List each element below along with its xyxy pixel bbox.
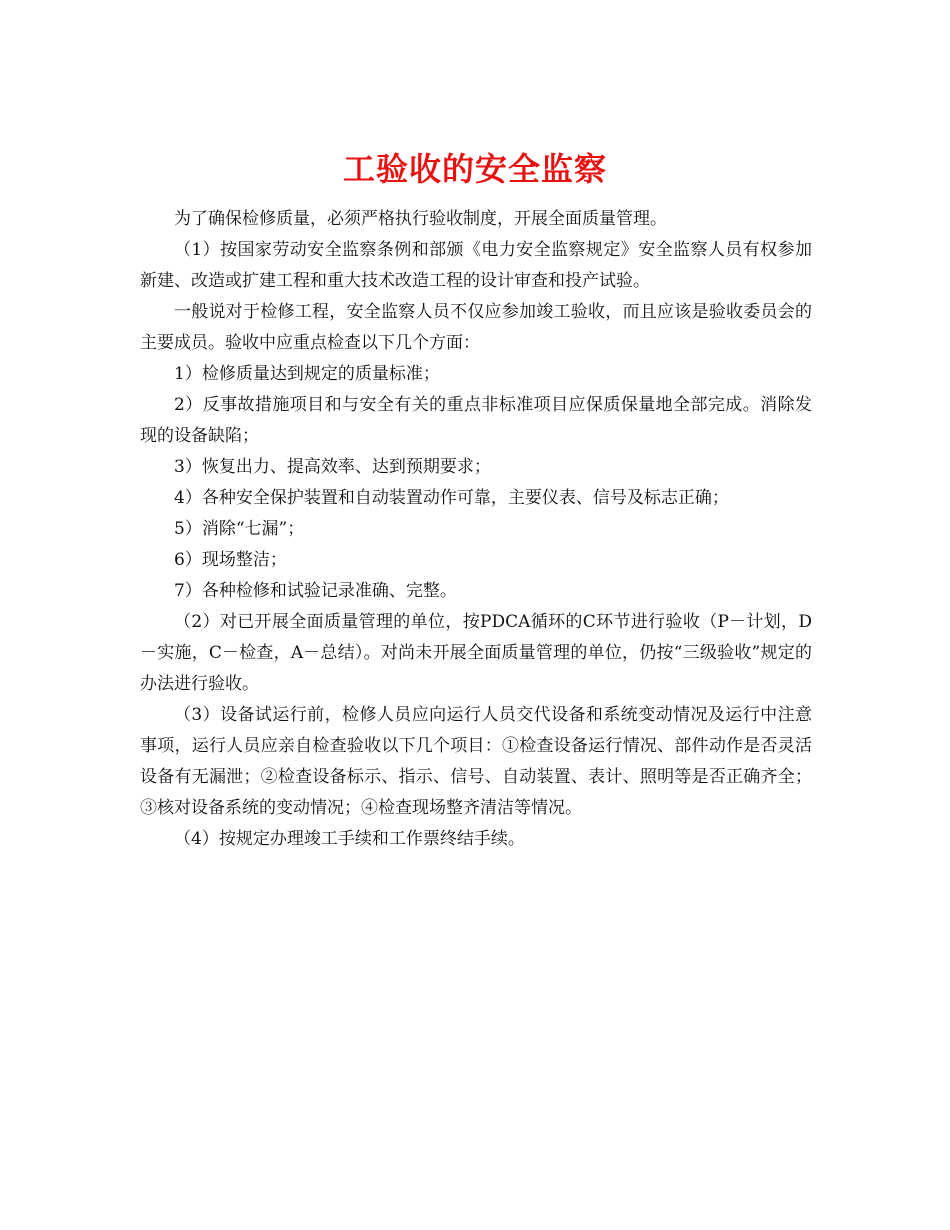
document-title: 工验收的安全监察 (342, 150, 607, 189)
paragraph-item-4: （4）按规定办理竣工手续和工作票终结手续。 (174, 829, 525, 849)
list-item-6: 6）现场整洁； (174, 550, 287, 570)
paragraph-acceptance-note: 一般说对于检修工程，安全监察人员不仅应参加竣工验收，而且应该是验收委员会的主要成员。验收中应重点检查以下几个方面： (140, 302, 812, 353)
paragraph-item-1: （1）按国家劳动安全监察条例和部颁《电力安全监察规定》安全监察人员有权参加新建、改造或扩建工程和重大技术改造工程的设计审查和投产试验。 (140, 240, 812, 291)
document-body (140, 204, 812, 855)
list-item-7: 7）各种检修和试验记录准确、完整。 (174, 581, 457, 601)
list-item-3: 3）恢复出力、提高效率、达到预期要求； (174, 457, 491, 477)
list-item-5: 5）消除“七漏”； (174, 519, 305, 539)
list-item-2: 2）反事故措施项目和与安全有关的重点非标准项目应保质保量地全部完成。消除发现的设备缺陷； (140, 395, 812, 446)
paragraph-item-2: （2）对已开展全面质量管理的单位，按PDCA循环的C环节进行验收（P－计划，D－实施，C－检查，A－总结）。对尚未开展全面质量管理的单位，仍按“三级验收”规定的办法进行验收。 (140, 612, 812, 694)
list-item-1: 1）检修质量达到规定的质量标准； (174, 364, 440, 384)
paragraph-item-3: （3）设备试运行前，检修人员应向运行人员交代设备和系统变动情况及运行中注意事项，运行人员应亲自检查验收以下几个项目：①检查设备运行情况、部件动作是否灵活设备有无漏泄；②检查设备标示、指示、信号、自动装置、表计、照明等是否正确齐全；③核对设备系统的变动情况；④检查现场整齐清洁等情况。 (140, 705, 812, 818)
paragraph-intro: 为了确保检修质量，必须严格执行验收制度，开展全面质量管理。 (174, 209, 667, 229)
list-item-4: 4）各种安全保护装置和自动装置动作可靠，主要仪表、信号及标志正确； (174, 488, 729, 508)
